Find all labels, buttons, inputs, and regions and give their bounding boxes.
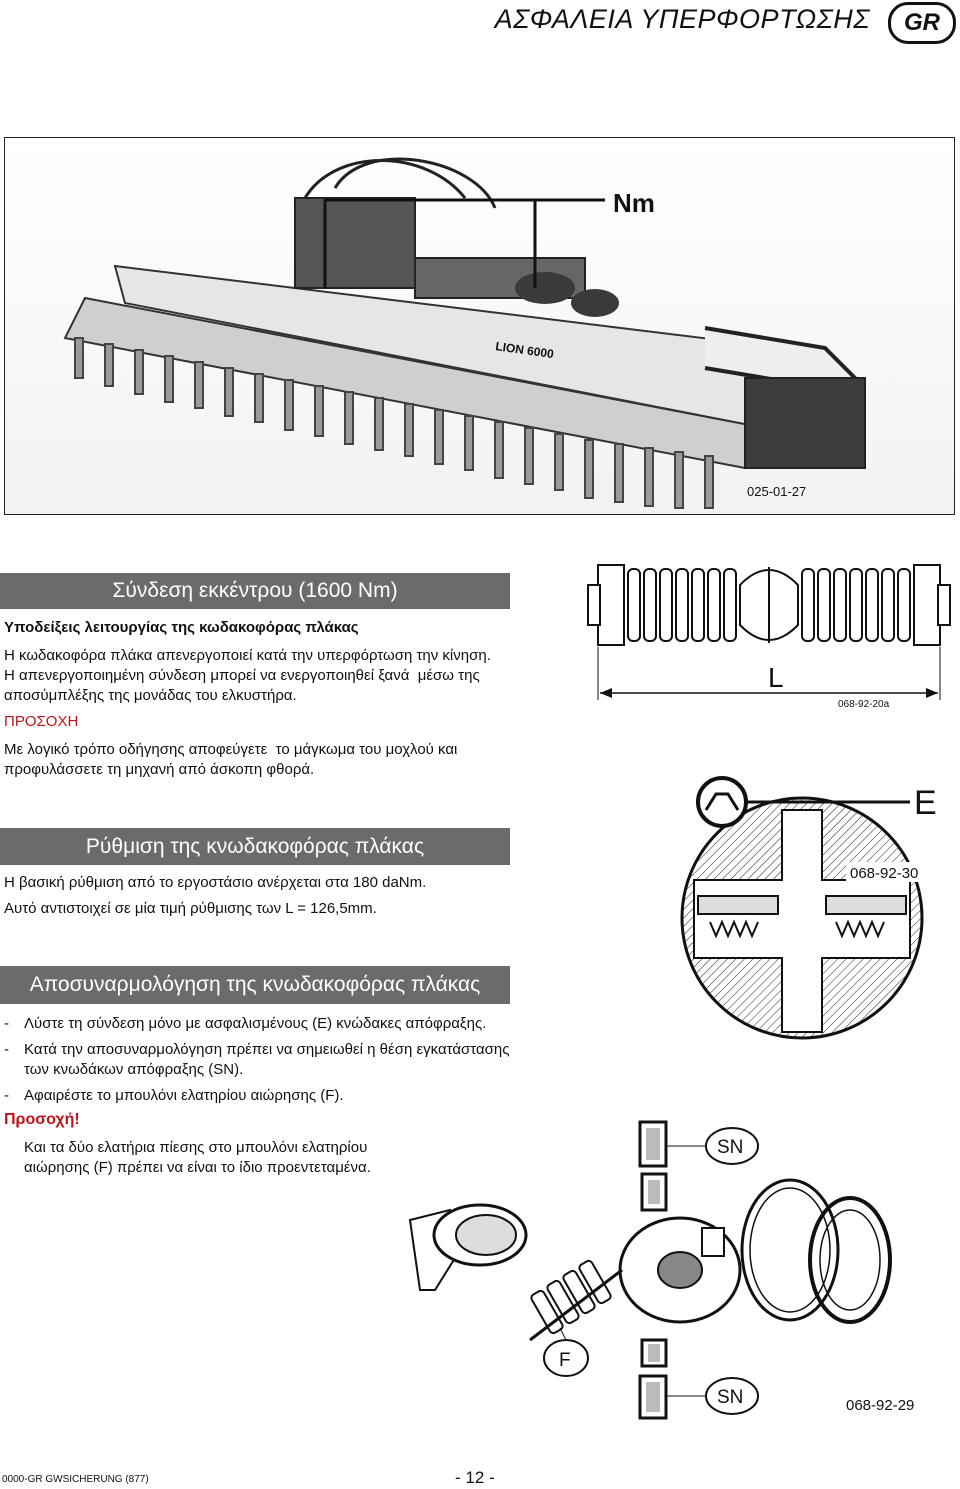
clutch-section-figure xyxy=(670,770,952,1080)
list-item-text: των κνωδάκων απόφραξης (SN). xyxy=(24,1061,244,1078)
note-line-1: Και τα δύο ελατήρια πίεσης στο μπουλόνι ελατηρίου xyxy=(24,1139,368,1156)
list-item-text: Κατά την αποσυναρμολόγηση πρέπει να σημειωθεί η θέση εγκατάστασης xyxy=(24,1041,510,1058)
lock-callout-e: E xyxy=(914,784,937,822)
section-figure-code: 068-92-30 xyxy=(850,865,919,882)
language-badge: GR xyxy=(888,2,956,44)
attention-line-1: Με λογικό τρόπο οδήγησης αποφεύγετε το μάγκωμα του μοχλού και xyxy=(4,741,458,758)
section-heading-adjustment: Ρύθμιση της κνωδακοφόρας πλάκας xyxy=(0,828,510,865)
attention-line-2: προφυλάσσετε τη μηχανή από άσκοπη φθορά. xyxy=(4,761,315,778)
section-heading-eccentric-coupling: Σύνδεση εκκέντρου (1600 Nm) xyxy=(0,573,510,609)
f-label: F xyxy=(559,1350,571,1371)
page-title: ΑΣΦΑΛΕΙΑ ΥΠΕΡΦΟΡΤΩΣΗΣ xyxy=(494,4,870,34)
section1-subheading: Υποδείξεις λειτουργίας της κωδακοφόρας πλάκας xyxy=(4,619,359,636)
list-dash: - xyxy=(4,1015,9,1032)
section-heading-disassembly: Αποσυναρμολόγηση της κνωδακοφόρας πλάκας xyxy=(0,966,510,1004)
list-dash: - xyxy=(4,1087,9,1104)
section2-line-2: Αυτό αντιστοιχεί σε μία τιμή ρύθμισης των L = 126,5mm. xyxy=(4,900,377,917)
section1-line-2: Η απενεργοποιημένη σύνδεση μπορεί να ενεργοποιηθεί ξανά μέσω της xyxy=(4,667,480,684)
list-item-text: Λύστε τη σύνδεση μόνο με ασφαλισμένους (Ε) κνώδακες απόφραξης. xyxy=(24,1015,487,1032)
attention-label: ΠΡΟΣΟΧΗ xyxy=(4,713,79,730)
note-line-2: αιώρησης (F) πρέπει να είναι το ίδιο προεντεταμένα. xyxy=(24,1159,371,1176)
machine-model-label: LION 6000 xyxy=(494,339,555,362)
spring-figure-code: 068-92-20a xyxy=(838,699,890,710)
exploded-figure-code: 068-92-29 xyxy=(846,1397,915,1414)
list-dash: - xyxy=(4,1041,9,1058)
length-label: L xyxy=(768,662,784,693)
machine-photo xyxy=(4,137,955,515)
spring-length-figure xyxy=(584,555,954,715)
sn-label-bottom: SN xyxy=(717,1387,744,1408)
torque-callout: Nm xyxy=(613,188,655,218)
exploded-view-figure xyxy=(390,1110,950,1430)
page-number: - 12 - xyxy=(455,1468,495,1487)
section2-line-1: Η βασική ρύθμιση από το εργοστάσιο ανέρχεται στα 180 daNm. xyxy=(4,874,427,891)
sn-label-top: SN xyxy=(717,1137,744,1158)
section1-line-1: Η κωδακοφόρα πλάκα απενεργοποιεί κατά την υπερφόρτωση την κίνηση. xyxy=(4,647,491,664)
section1-line-3: αποσύμπλέξης της μονάδας του ελκυστήρα. xyxy=(4,687,297,704)
photo-code: 025-01-27 xyxy=(747,484,807,499)
note-label: Προσοχή! xyxy=(4,1111,80,1128)
list-item-text: Αφαιρέστε το μπουλόνι ελατηρίου αιώρησης (F). xyxy=(24,1087,344,1104)
footer-doc-id: 0000-GR GWSICHERUNG (877) xyxy=(2,1474,149,1485)
machine-photo-drawing xyxy=(5,138,954,514)
